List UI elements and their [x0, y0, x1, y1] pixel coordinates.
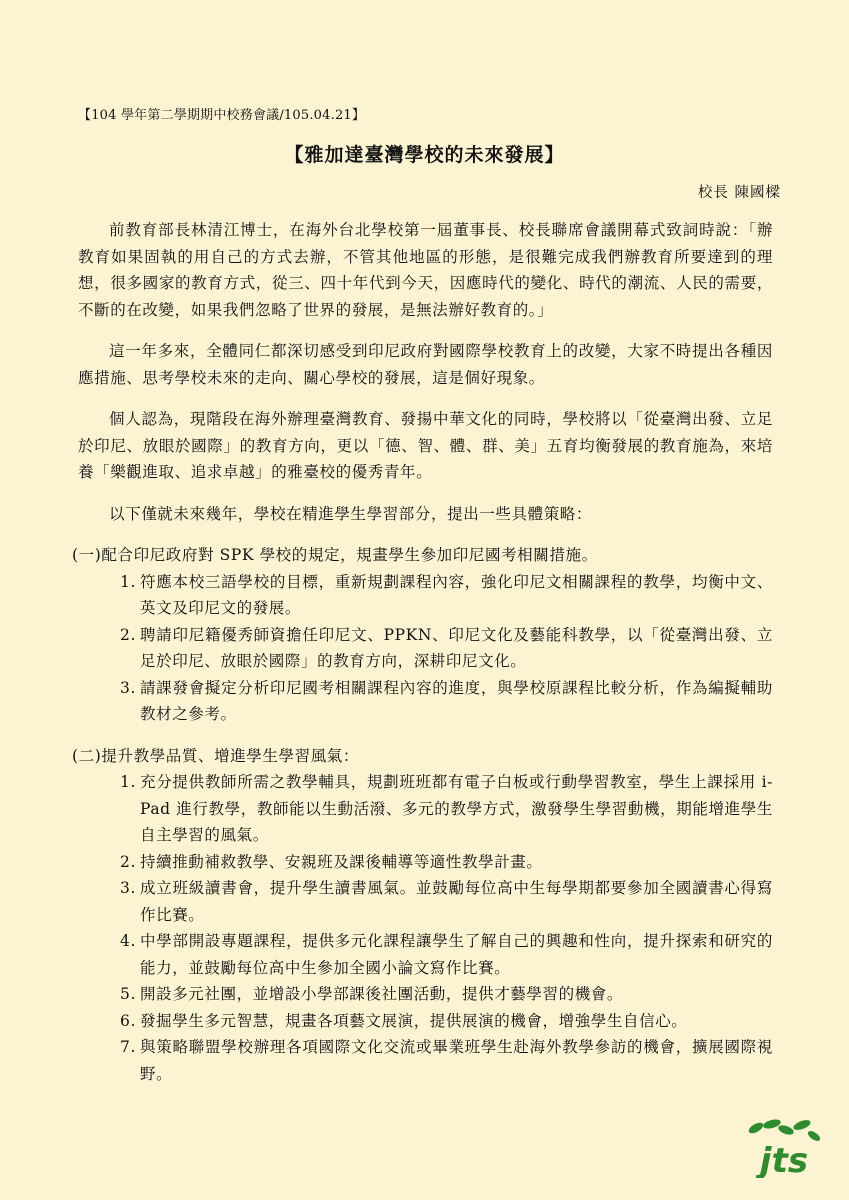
item-number: 2.: [120, 625, 136, 644]
paragraph: 這一年多來，全體同仁都深切感受到印尼政府對國際學校教育上的改變，大家不時提出各種因應措施、思考學校未來的走向、關心學校的發展，這是個好現象。: [78, 342, 773, 387]
paragraph: 前教育部長林清江博士，在海外台北學校第一屆董事長、校長聯席會議開幕式致詞時說：「辦教育如果固執的用自己的方式去辦，不管其他地區的形態，是很難完成我們辦教育所要達到的理想，很多國家的教育方式，從三、四十年代到今天，因應時代的變化、時代的潮流、人民的需要，不斷的在改變，如果我們忽略了世界的發展，是無法辦好教育的。」: [78, 221, 773, 319]
list-item: [78, 1034, 773, 1087]
list-item: [78, 875, 773, 928]
item-number: 3.: [120, 678, 136, 697]
section-2: [72, 743, 773, 1088]
item-number: 4.: [120, 932, 136, 950]
strategy-list: [78, 569, 773, 728]
section-1: [72, 542, 773, 728]
item-text: 聘請印尼籍優秀師資擔任印尼文、PPKN、印尼文化及藝能科教學，以「從臺灣出發、立足於印尼、放眼於國際」的教育方向，深耕印尼文化。: [140, 625, 773, 670]
document-body: [72, 217, 773, 1102]
item-text: 充分提供教師所需之教學輔具，規劃班班都有電子白板或行動學習教室，學生上課採用 i-Pad 進行教學，教師能以生動活潑、多元的教學方式，激發學生學習動機，期能增進學生自主學習的風氣。: [140, 773, 773, 844]
list-item: [78, 981, 773, 1008]
list-item: [78, 622, 773, 675]
list-item: [78, 928, 773, 981]
item-text: 成立班級讀書會，提升學生讀書風氣。並鼓勵每位高中生每學期都要參加全國讀書心得寫作比賽。: [140, 879, 773, 924]
item-text: 請課發會擬定分析印尼國考相關課程內容的進度，與學校原課程比較分析，作為編擬輔助教材之參考。: [140, 678, 773, 723]
list-item: [78, 1008, 773, 1035]
item-text: 發掘學生多元智慧，規畫各項藝文展演，提供展演的機會，增強學生自信心。: [140, 1011, 688, 1030]
list-item: [78, 675, 773, 728]
list-item: [78, 569, 773, 622]
meeting-note: 【104 學年第二學期期中校務會議/105.04.21】: [78, 108, 366, 123]
section-heading: (一)配合印尼政府對 SPK 學校的規定，規畫學生參加印尼國考相關措施。: [72, 546, 598, 564]
item-text: 開設多元社團，並增設小學部課後社團活動，提供才藝學習的機會。: [140, 985, 624, 1003]
item-number: 7.: [120, 1038, 136, 1056]
document-title: 【雅加達臺灣學校的未來發展】: [284, 144, 565, 166]
item-number: 6.: [120, 1011, 136, 1030]
item-number: 3.: [120, 879, 136, 897]
item-text: 中學部開設專題課程，提供多元化課程讓學生了解自己的興趣和性向，提升探索和研究的能力，並鼓勵每位高中生參加全國小論文寫作比賽。: [140, 932, 773, 977]
item-number: 2.: [120, 852, 136, 871]
section-heading: (二)提升教學品質、增進學生學習風氣：: [72, 746, 359, 765]
item-text: 持續推動補救教學、安親班及課後輔導等適性教學計畫。: [140, 852, 543, 871]
item-number: 1.: [120, 572, 136, 591]
paragraph: 個人認為，現階段在海外辦理臺灣教育、發揚中華文化的同時，學校將以「從臺灣出發、立足於印尼、放眼於國際」的教育方向，更以「德、智、體、群、美」五育均衡發展的教育施為，來培養「樂觀進取、追求卓越」的雅臺校的優秀青年。: [78, 410, 773, 481]
item-text: 與策略聯盟學校辦理各項國際文化交流或畢業班學生赴海外教學參訪的機會，擴展國際視野。: [140, 1038, 773, 1083]
list-item: [78, 769, 773, 849]
item-number: 1.: [120, 773, 136, 791]
logo-text: jts: [759, 1141, 809, 1178]
item-number: 5.: [120, 985, 136, 1003]
strategy-list: [78, 769, 773, 1087]
author-line: 校長 陳國樑: [697, 185, 781, 201]
item-text: 符應本校三語學校的目標，重新規劃課程內容，強化印尼文相關課程的教學，均衡中文、英文及印尼文的發展。: [140, 572, 773, 617]
paragraph: 以下僅就未來幾年，學校在精進學生學習部分，提出一些具體策略：: [109, 504, 593, 523]
leaf-logo-icon: [742, 1116, 826, 1178]
list-item: [78, 849, 773, 876]
